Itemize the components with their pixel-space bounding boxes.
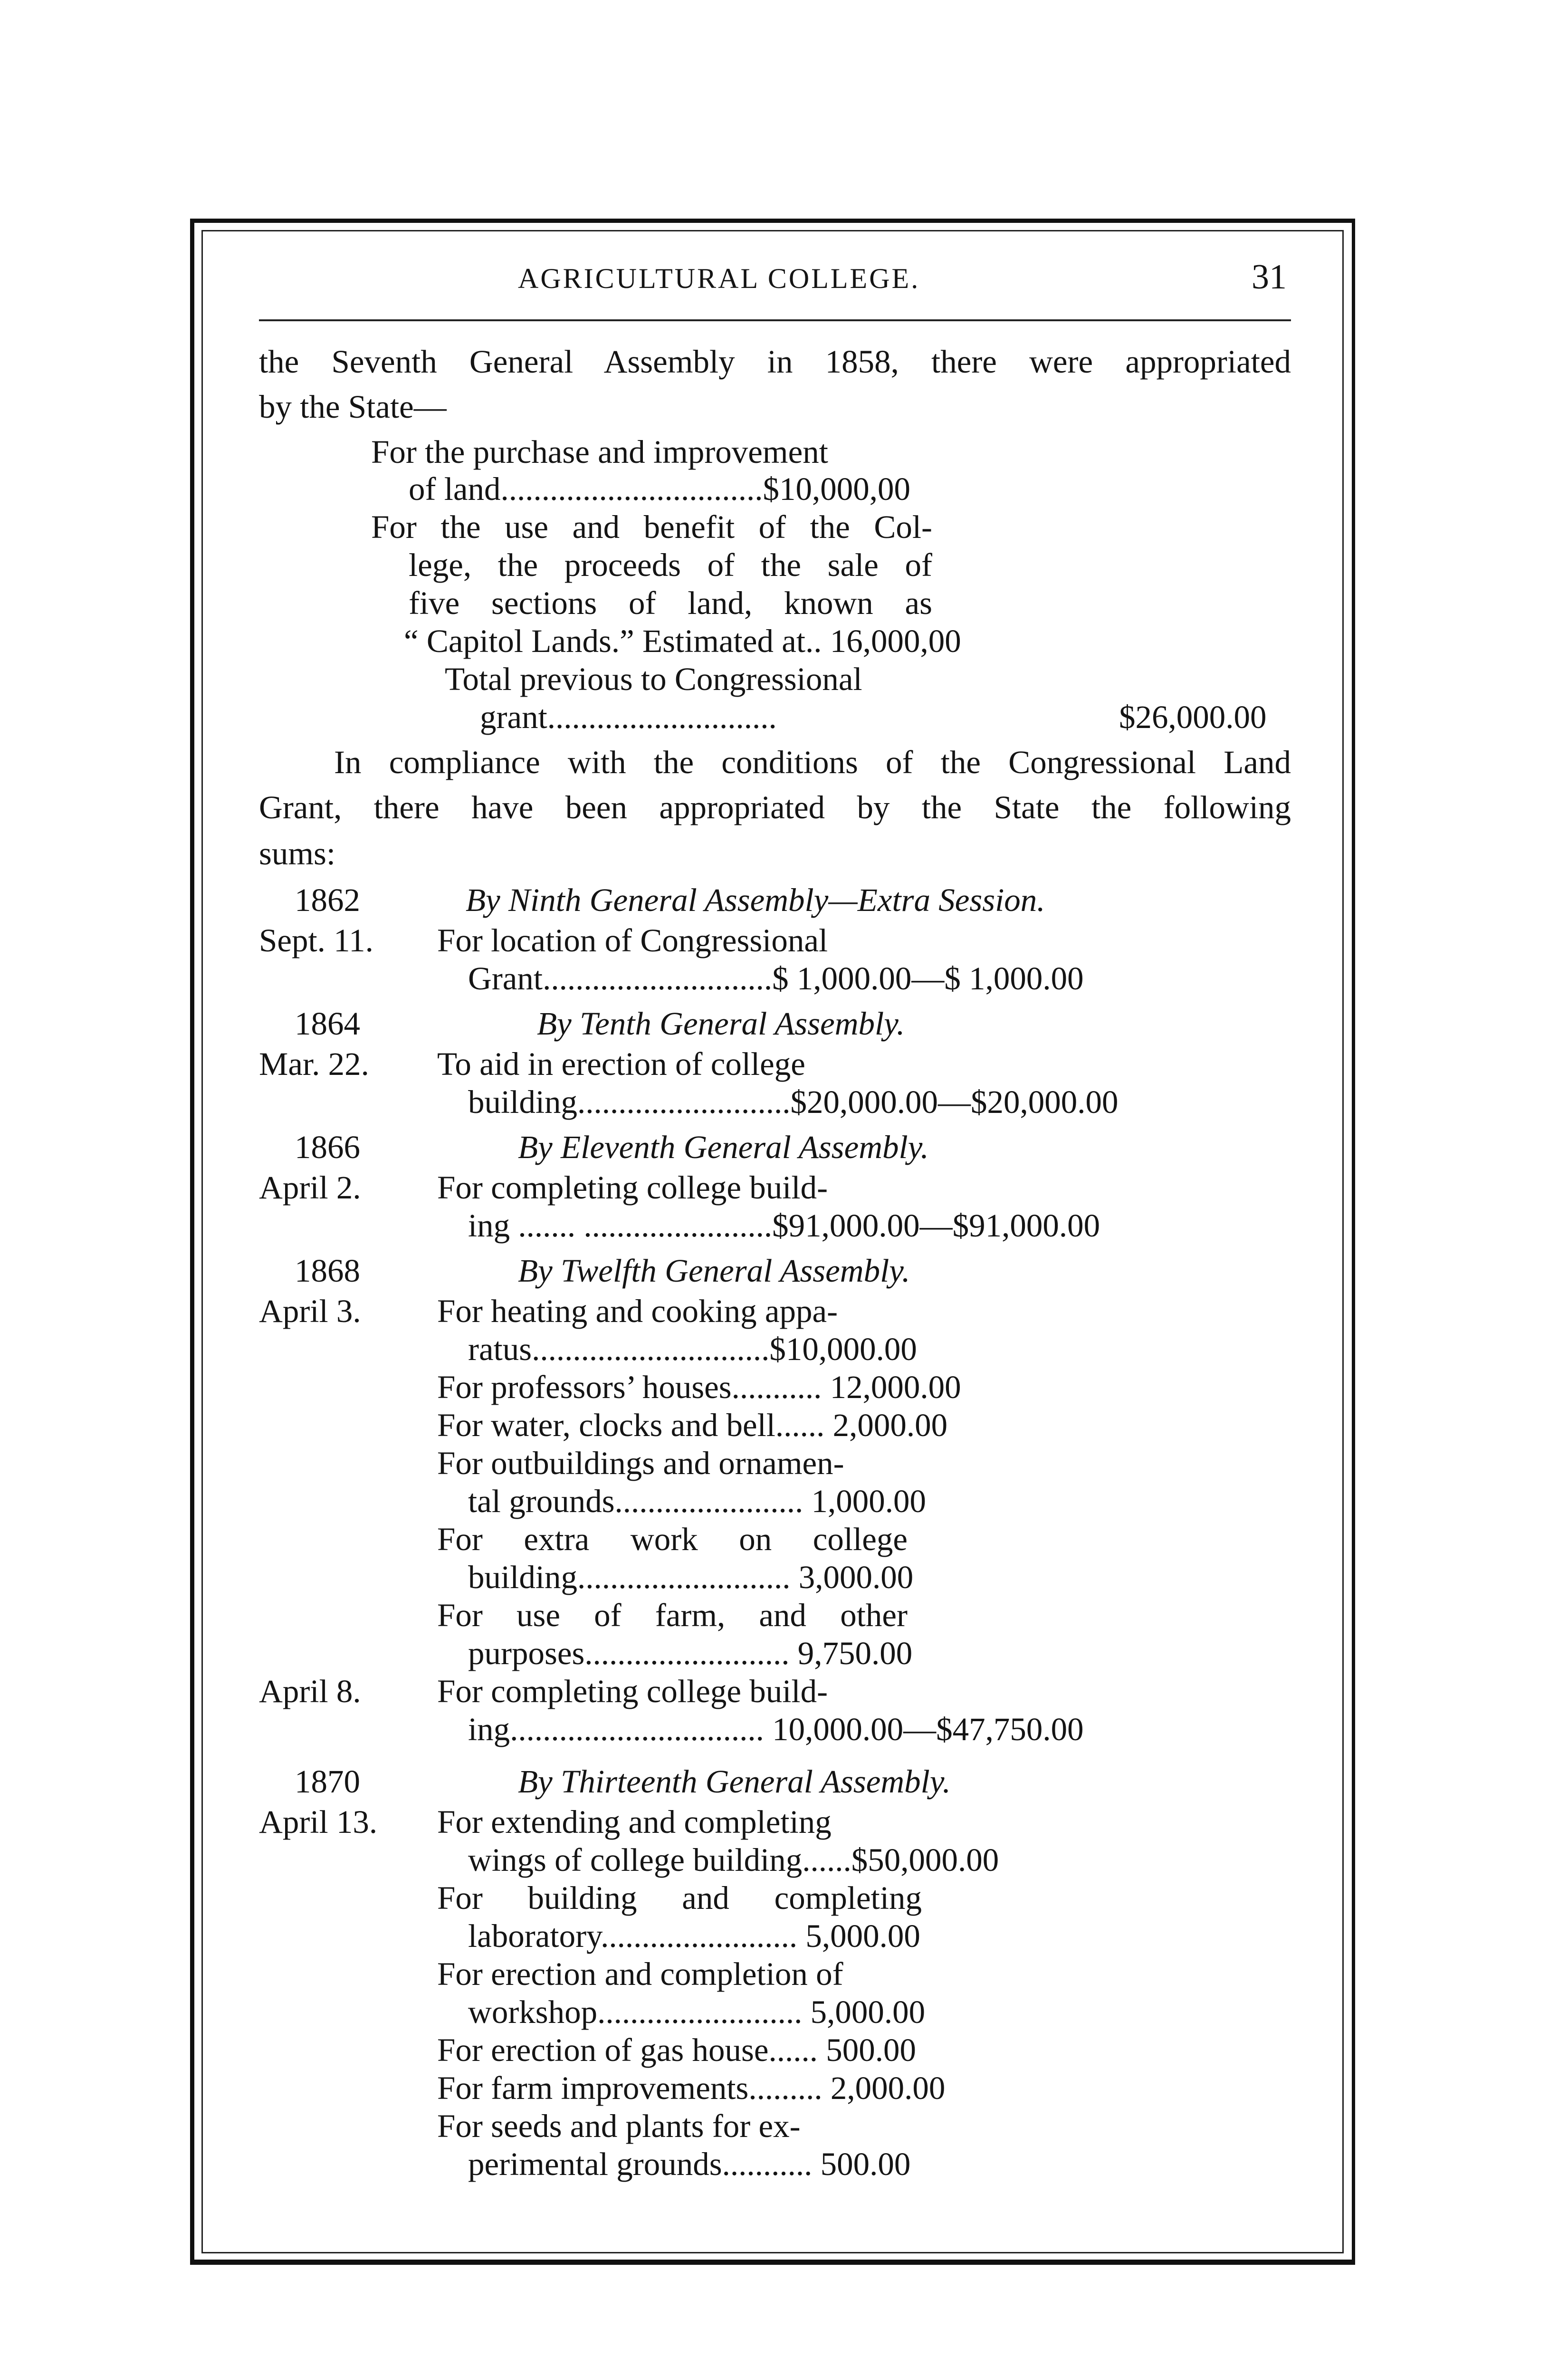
entry-location-line-2: Grant............................$ 1,000.00—$ 1,000.00	[468, 960, 1084, 996]
compliance-line-1: In compliance with the conditions of the Congressional Land	[334, 744, 1291, 780]
entry-water-clocks-bell: For water, clocks and bell...... 2,000.00	[437, 1407, 948, 1443]
date-mar-22: Mar. 22.	[259, 1046, 369, 1082]
entry-professors-houses: For professors’ houses........... 12,000.00	[437, 1369, 961, 1405]
year-1870: 1870	[295, 1763, 360, 1800]
intro-line-1: the Seventh General Assembly in 1858, there were appropriated	[259, 344, 1291, 380]
entry-extra-work-line-1: For extra work on college	[437, 1521, 908, 1557]
entry-heating-line-1: For heating and cooking appa-	[437, 1293, 838, 1329]
entry-erection-line-1: To aid in erection of college	[437, 1046, 805, 1082]
entry-completing-2-line-1: For completing college build-	[437, 1673, 828, 1709]
entry-laboratory-line-1: For building and completing	[437, 1880, 922, 1916]
entry-extra-work-line-2: building.......................... 3,000.00	[468, 1559, 914, 1595]
year-1866: 1866	[295, 1129, 360, 1165]
entry-gas-house: For erection of gas house...... 500.00	[437, 2032, 916, 2068]
heading-thirteenth-assembly: By Thirteenth General Assembly.	[518, 1763, 951, 1800]
entry-heating-line-2: ratus.............................$10,000.00	[468, 1331, 917, 1367]
intro-line-2: by the State—	[259, 389, 447, 425]
total-amount: $26,000.00	[1119, 699, 1267, 735]
page-number: 31	[1252, 258, 1287, 297]
heading-eleventh-assembly: By Eleventh General Assembly.	[518, 1129, 929, 1165]
entry-wings-line-2: wings of college building......$50,000.00	[468, 1842, 999, 1878]
item-capitol-line-4: “ Capitol Lands.” Estimated at.. 16,000,00	[404, 623, 961, 659]
entry-completing-line-1: For completing college build-	[437, 1169, 828, 1206]
total-line-2: grant............................	[480, 699, 777, 735]
entry-use-of-farm-line-1: For use of farm, and other	[437, 1597, 908, 1633]
entry-wings-line-1: For extending and completing	[437, 1804, 832, 1840]
entry-workshop-line-2: workshop......................... 5,000.00	[468, 1994, 926, 2030]
item-capitol-line-1: For the use and benefit of the Col-	[371, 509, 932, 545]
item-land-line-1: For the purchase and improvement	[371, 434, 828, 470]
entry-location-line-1: For location of Congressional	[437, 922, 828, 958]
entry-completing-line-2: ing ....... .......................$91,000.00—$91,000.00	[468, 1207, 1100, 1244]
entry-outbuildings-line-1: For outbuildings and ornamen-	[437, 1445, 844, 1481]
entry-use-of-farm-line-2: purposes......................... 9,750.00	[468, 1635, 913, 1671]
entry-seeds-line-2: perimental grounds........... 500.00	[468, 2146, 911, 2182]
entry-workshop-line-1: For erection and completion of	[437, 1956, 843, 1992]
compliance-line-2: Grant, there have been appropriated by the State the following	[259, 789, 1291, 825]
item-capitol-line-3: five sections of land, known as	[409, 585, 932, 621]
item-capitol-line-2: lege, the proceeds of the sale of	[409, 547, 932, 583]
date-sept-11: Sept. 11.	[259, 922, 373, 958]
total-line-1: Total previous to Congressional	[445, 661, 862, 697]
date-april-13: April 13.	[259, 1804, 378, 1840]
entry-completing-2-line-2: ing............................... 10,000.00—$47,750.00	[468, 1711, 1084, 1747]
heading-ninth-assembly: By Ninth General Assembly—Extra Session.	[466, 882, 1045, 918]
heading-twelfth-assembly: By Twelfth General Assembly.	[518, 1253, 910, 1289]
entry-farm-improvements: For farm improvements......... 2,000.00	[437, 2070, 946, 2106]
date-april-8: April 8.	[259, 1673, 361, 1709]
compliance-line-3: sums:	[259, 835, 336, 872]
entry-seeds-line-1: For seeds and plants for ex-	[437, 2108, 801, 2144]
entry-laboratory-line-2: laboratory........................ 5,000.00	[468, 1918, 920, 1954]
header-rule	[259, 319, 1291, 321]
item-land-line-2: of land................................$10,000,00	[409, 471, 911, 507]
date-april-2: April 2.	[259, 1169, 361, 1206]
running-title: AGRICULTURAL COLLEGE.	[518, 263, 920, 294]
date-april-3: April 3.	[259, 1293, 361, 1329]
year-1864: 1864	[295, 1006, 360, 1042]
entry-erection-line-2: building..........................$20,000.00—$20,000.00	[468, 1084, 1119, 1120]
year-1868: 1868	[295, 1253, 360, 1289]
year-1862: 1862	[295, 882, 360, 918]
heading-tenth-assembly: By Tenth General Assembly.	[537, 1006, 905, 1042]
entry-outbuildings-line-2: tal grounds....................... 1,000.00	[468, 1483, 927, 1519]
